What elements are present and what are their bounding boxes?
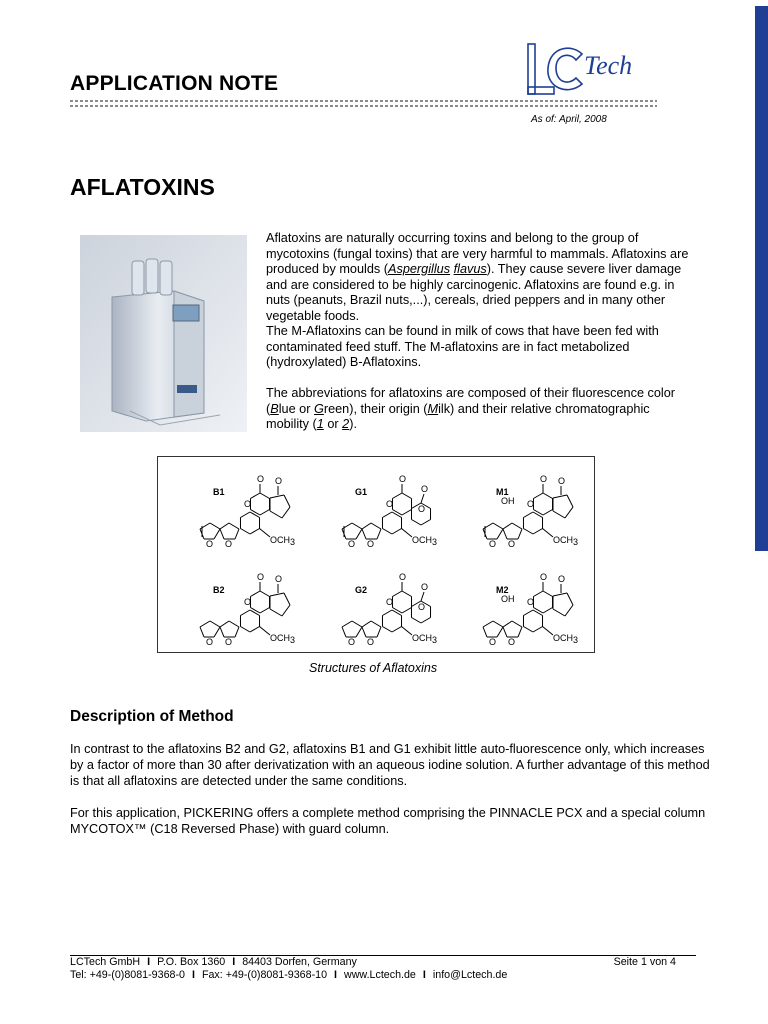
header-rule <box>70 100 657 107</box>
benzene-ring <box>240 512 250 518</box>
lactone-ring <box>260 493 270 499</box>
furan-oxygen: O <box>206 637 214 647</box>
carbonyl-oxygen: O <box>275 574 283 584</box>
furan-ring <box>220 627 224 637</box>
benzene-ring <box>533 610 543 616</box>
footer-company: LCTech GmbH <box>70 956 141 968</box>
molecule-label: M1 <box>496 487 509 497</box>
logo-tech-text: Tech <box>584 51 633 80</box>
benzene-ring <box>392 627 402 633</box>
furan-oxygen: O <box>225 539 233 549</box>
footer-contact-line <box>70 969 676 982</box>
footer-address: 84403 Dorfen, Germany <box>242 956 357 968</box>
lactone-ring <box>402 510 412 516</box>
molecule-label: G2 <box>355 585 368 595</box>
lactone-ring <box>543 608 553 614</box>
benzene-ring <box>392 610 402 616</box>
carbonyl-oxygen: O <box>399 572 407 582</box>
intro-p2: The M-Aflatoxins can be found in milk of cows that have been fed with contaminated feed stuff. The M-aflatoxins are in fact metabolized (hydroxylated) B-Aflatoxins. <box>266 324 659 369</box>
structures-figure <box>157 456 595 653</box>
lactone-ring <box>250 591 260 597</box>
lactone-ring <box>260 608 270 614</box>
molecule-label: B1 <box>213 487 225 497</box>
furan-ring <box>503 627 507 637</box>
furan-oxygen: O <box>508 539 516 549</box>
molecule-label: B2 <box>213 585 225 595</box>
intro-p1-end: ). They cause severe liver damage and are considered to be highly carcinogenic. Aflatoxins are found e.g. in nuts (peanuts, Brazil nuts,...), cereals, dried peppers and in many other vegetable foods. <box>266 262 682 323</box>
furan-ring-2 <box>214 627 220 637</box>
abbr-a: The abbreviations for aflatoxins are composed of their fluorescence color ( <box>266 386 676 416</box>
lactone-ring <box>402 493 412 499</box>
furan-ring-2 <box>342 621 352 627</box>
methoxy-group: OCH <box>412 633 432 643</box>
methoxy-subscript: 3 <box>432 537 438 547</box>
cyclopentanone-ring <box>270 609 282 616</box>
methoxy-group: OCH <box>553 633 573 643</box>
cyclopentanone-ring <box>270 511 282 518</box>
benzene-ring <box>250 529 260 535</box>
cyclopentanone-ring <box>282 507 290 518</box>
methoxy-subscript: 3 <box>573 635 579 645</box>
lactone-ring <box>392 510 402 516</box>
benzene-ring <box>382 610 392 616</box>
furan-ring <box>362 529 366 539</box>
abbr-c: reen), their origin ( <box>323 401 428 416</box>
footer-fax: Fax: +49-(0)8081-9368-10 <box>201 969 328 981</box>
lactone-ring-2 <box>411 520 421 526</box>
furan-ring <box>229 523 239 529</box>
logo-l-base <box>528 87 554 94</box>
cyclopentanone-ring <box>553 495 567 498</box>
furan-ring <box>518 627 522 637</box>
method-text <box>70 741 710 837</box>
footer-separator: I <box>422 969 426 981</box>
methoxy-subscript: 3 <box>432 635 438 645</box>
ring-oxygen: O <box>418 602 426 612</box>
carbonyl-oxygen: O <box>558 476 566 486</box>
lactone-ring-2 <box>411 618 421 624</box>
furan-ring-2 <box>342 627 346 637</box>
furan-ring <box>362 621 371 627</box>
footer-separator: I <box>191 969 195 981</box>
benzene-ring <box>240 627 250 633</box>
lactone-ring <box>543 493 553 499</box>
carbonyl-oxygen: O <box>399 474 407 484</box>
footer-separator: I <box>232 956 236 968</box>
methoxy-subscript: 3 <box>290 635 296 645</box>
footer-address-line <box>70 956 676 969</box>
footer-po-box: P.O. Box 1360 <box>157 956 226 968</box>
ring-oxygen: O <box>527 499 535 509</box>
methoxy-group: OCH <box>553 535 573 545</box>
abbr-e: or <box>323 417 343 431</box>
cyclopentanone-ring <box>284 495 290 507</box>
benzene-ring <box>392 529 402 535</box>
lactone-ring <box>260 591 270 597</box>
cyclopentanone-ring <box>553 511 565 518</box>
furan-oxygen: O <box>367 539 375 549</box>
methoxy-group: OCH <box>270 633 290 643</box>
benzene-ring <box>250 512 260 518</box>
hydroxy-group: OH <box>501 496 515 506</box>
footer-website-link[interactable]: www.Lctech.de <box>344 969 416 981</box>
furan-oxygen: O <box>508 637 516 647</box>
abbr-f: ). <box>349 417 357 431</box>
page-number: Seite 1 von 4 <box>613 956 676 968</box>
logo-lc-text: LC <box>524 40 526 41</box>
furan-ring-2 <box>214 529 220 539</box>
furan-ring <box>512 523 522 529</box>
furan-ring <box>503 621 512 627</box>
furan-ring <box>235 529 239 539</box>
furan-ring <box>220 523 229 529</box>
lactone-ring <box>533 608 543 614</box>
furan-ring-2 <box>356 627 362 637</box>
footer-email-link[interactable]: info@Lctech.de <box>432 969 508 981</box>
lactone-ring <box>402 591 412 597</box>
figure-caption: Structures of Aflatoxins <box>309 661 438 675</box>
methoxy-bond <box>402 627 412 636</box>
benzene-ring <box>250 610 260 616</box>
furan-oxygen: O <box>489 539 497 549</box>
intro-paragraph-1 <box>266 231 696 371</box>
lactone-ring-2 <box>421 618 431 624</box>
benzene-ring <box>533 529 543 535</box>
furan-oxygen: O <box>348 539 356 549</box>
instrument-photo <box>80 235 247 432</box>
methoxy-group: OCH <box>270 535 290 545</box>
cyclopentanone-ring <box>565 605 573 616</box>
cyclopentanone-ring <box>270 495 284 498</box>
lactone-ring-2 <box>421 520 431 526</box>
abbr-b: lue or <box>278 401 314 416</box>
furan-ring <box>377 627 381 637</box>
abbr-green-letter: G <box>313 401 324 416</box>
methoxy-bond <box>402 529 412 538</box>
cyclopentanone-ring <box>553 609 565 616</box>
furan-ring <box>503 523 512 529</box>
furan-ring-2 <box>497 627 503 637</box>
lactone-ring <box>402 608 412 614</box>
intro-text <box>266 231 696 433</box>
carbonyl-oxygen: O <box>540 474 548 484</box>
page-accent-bar <box>755 6 768 551</box>
benzene-ring <box>533 512 543 518</box>
lactone-ring <box>533 591 543 597</box>
carbonyl-oxygen: O <box>558 574 566 584</box>
benzene-ring <box>523 627 533 633</box>
furan-ring-2 <box>210 523 220 529</box>
furan-ring-2 <box>497 529 503 539</box>
abbr-mobility-1: 1 <box>316 417 324 431</box>
carbonyl-oxygen: O <box>421 582 429 592</box>
ring-oxygen: O <box>244 499 252 509</box>
methoxy-bond <box>543 529 553 538</box>
intro-paragraph-2 <box>266 386 696 433</box>
methoxy-subscript: 3 <box>573 537 579 547</box>
furan-ring-2 <box>200 627 204 637</box>
abbr-mobility-2: 2 <box>342 417 350 431</box>
cyclopentanone-ring <box>567 593 573 605</box>
benzene-ring <box>533 627 543 633</box>
carbonyl-bond <box>421 494 424 503</box>
carbonyl-oxygen: O <box>257 572 265 582</box>
furan-oxygen: O <box>489 637 497 647</box>
cyclopentanone-ring <box>565 507 573 518</box>
furan-ring-2 <box>210 621 220 627</box>
logo-c-stroke <box>548 48 582 89</box>
lactone-ring <box>250 608 260 614</box>
lactone-ring <box>533 510 543 516</box>
lactone-ring <box>543 510 553 516</box>
carbonyl-oxygen: O <box>275 476 283 486</box>
furan-ring <box>362 523 371 529</box>
furan-ring-2 <box>483 621 493 627</box>
cyclopentanone-ring <box>567 495 573 507</box>
furan-ring <box>362 627 366 637</box>
cyclopentanone-ring <box>553 593 567 596</box>
benzene-ring <box>523 512 533 518</box>
page-title: AFLATOXINS <box>70 174 215 200</box>
furan-ring-2 <box>493 523 503 529</box>
furan-ring-2 <box>200 621 210 627</box>
lactone-ring <box>543 591 553 597</box>
lctech-logo <box>524 40 656 98</box>
ring-oxygen: O <box>244 597 252 607</box>
carbonyl-bond <box>421 592 424 601</box>
furan-ring <box>503 529 507 539</box>
molecule-label: M2 <box>496 585 509 595</box>
cyclopentanone-ring <box>282 605 290 616</box>
hydroxy-group: OH <box>501 594 515 604</box>
methoxy-subscript: 3 <box>290 537 296 547</box>
methoxy-bond <box>260 627 270 636</box>
benzene-ring <box>382 529 392 535</box>
ring-oxygen: O <box>418 504 426 514</box>
furan-ring <box>220 621 229 627</box>
lactone-ring <box>260 510 270 516</box>
furan-ring <box>377 529 381 539</box>
furan-oxygen: O <box>348 637 356 647</box>
species-genus: Aspergillus <box>388 262 451 276</box>
cyclopentanone-ring <box>284 593 290 605</box>
methoxy-group: OCH <box>412 535 432 545</box>
furan-ring <box>220 529 224 539</box>
aflatoxin-structures <box>158 457 594 652</box>
species-name: flavus <box>453 262 487 276</box>
lactone-ring <box>250 493 260 499</box>
lactone-ring <box>250 510 260 516</box>
cyclopentanone-ring <box>270 593 284 596</box>
ring-oxygen: O <box>386 499 394 509</box>
furan-oxygen: O <box>206 539 214 549</box>
document-type-heading: APPLICATION NOTE <box>70 72 279 95</box>
furan-ring <box>371 621 381 627</box>
benzene-ring <box>382 512 392 518</box>
methoxy-bond <box>260 529 270 538</box>
furan-ring <box>235 627 239 637</box>
furan-ring-2 <box>493 621 503 627</box>
intro-p1-start: Aflatoxins are naturally occurring toxins and belong to the group of mycotoxins (fungal toxins) that are very harmful to mammals. Aflatoxins are produced by moulds ( <box>266 231 689 276</box>
benzene-ring <box>392 512 402 518</box>
benzene-ring <box>382 627 392 633</box>
footer-separator: I <box>147 956 151 968</box>
method-paragraph-1: In contrast to the aflatoxins B2 and G2, aflatoxins B1 and G1 exhibit little auto-fluorescence only, which increases by a factor of more than 30 after derivatization with an aqueous iodine solution. A further advantage of this method is that all aflatoxins are detected under the same conditions. <box>70 742 710 788</box>
footer-separator: I <box>334 969 337 981</box>
benzene-ring <box>523 610 533 616</box>
lactone-ring <box>533 493 543 499</box>
carbonyl-oxygen: O <box>540 572 548 582</box>
methoxy-bond <box>543 627 553 636</box>
benzene-ring <box>250 627 260 633</box>
lactone-ring <box>392 591 402 597</box>
abbr-d: ilk) and their relative chromatographic mobility ( <box>266 401 650 431</box>
lactone-ring <box>392 608 402 614</box>
ring-oxygen: O <box>527 597 535 607</box>
method-heading: Description of Method <box>70 708 234 725</box>
footer-phone: Tel: +49-(0)8081-9368-0 <box>70 969 185 981</box>
carbonyl-oxygen: O <box>257 474 265 484</box>
molecule-label: G1 <box>355 487 368 497</box>
ring-oxygen: O <box>386 597 394 607</box>
furan-ring <box>229 621 239 627</box>
carbonyl-oxygen: O <box>421 484 429 494</box>
furan-ring-2 <box>483 627 487 637</box>
furan-ring <box>371 523 381 529</box>
method-paragraph-2: For this application, PICKERING offers a complete method comprising the PINNACLE PCX and a special column MYCOTOX™ (C18 Reversed Phase) with guard column. <box>70 806 706 836</box>
furan-ring-2 <box>352 523 362 529</box>
furan-ring-2 <box>356 529 362 539</box>
furan-ring-2 <box>352 621 362 627</box>
benzene-ring <box>240 610 250 616</box>
abbr-milk-letter: M <box>427 401 439 416</box>
benzene-ring <box>240 529 250 535</box>
benzene-ring <box>523 529 533 535</box>
abbr-blue-letter: B <box>270 401 279 416</box>
lactone-ring <box>392 493 402 499</box>
furan-oxygen: O <box>367 637 375 647</box>
furan-ring <box>518 529 522 539</box>
furan-ring <box>512 621 522 627</box>
furan-oxygen: O <box>225 637 233 647</box>
as-of-date: As of: April, 2008 <box>531 114 607 125</box>
